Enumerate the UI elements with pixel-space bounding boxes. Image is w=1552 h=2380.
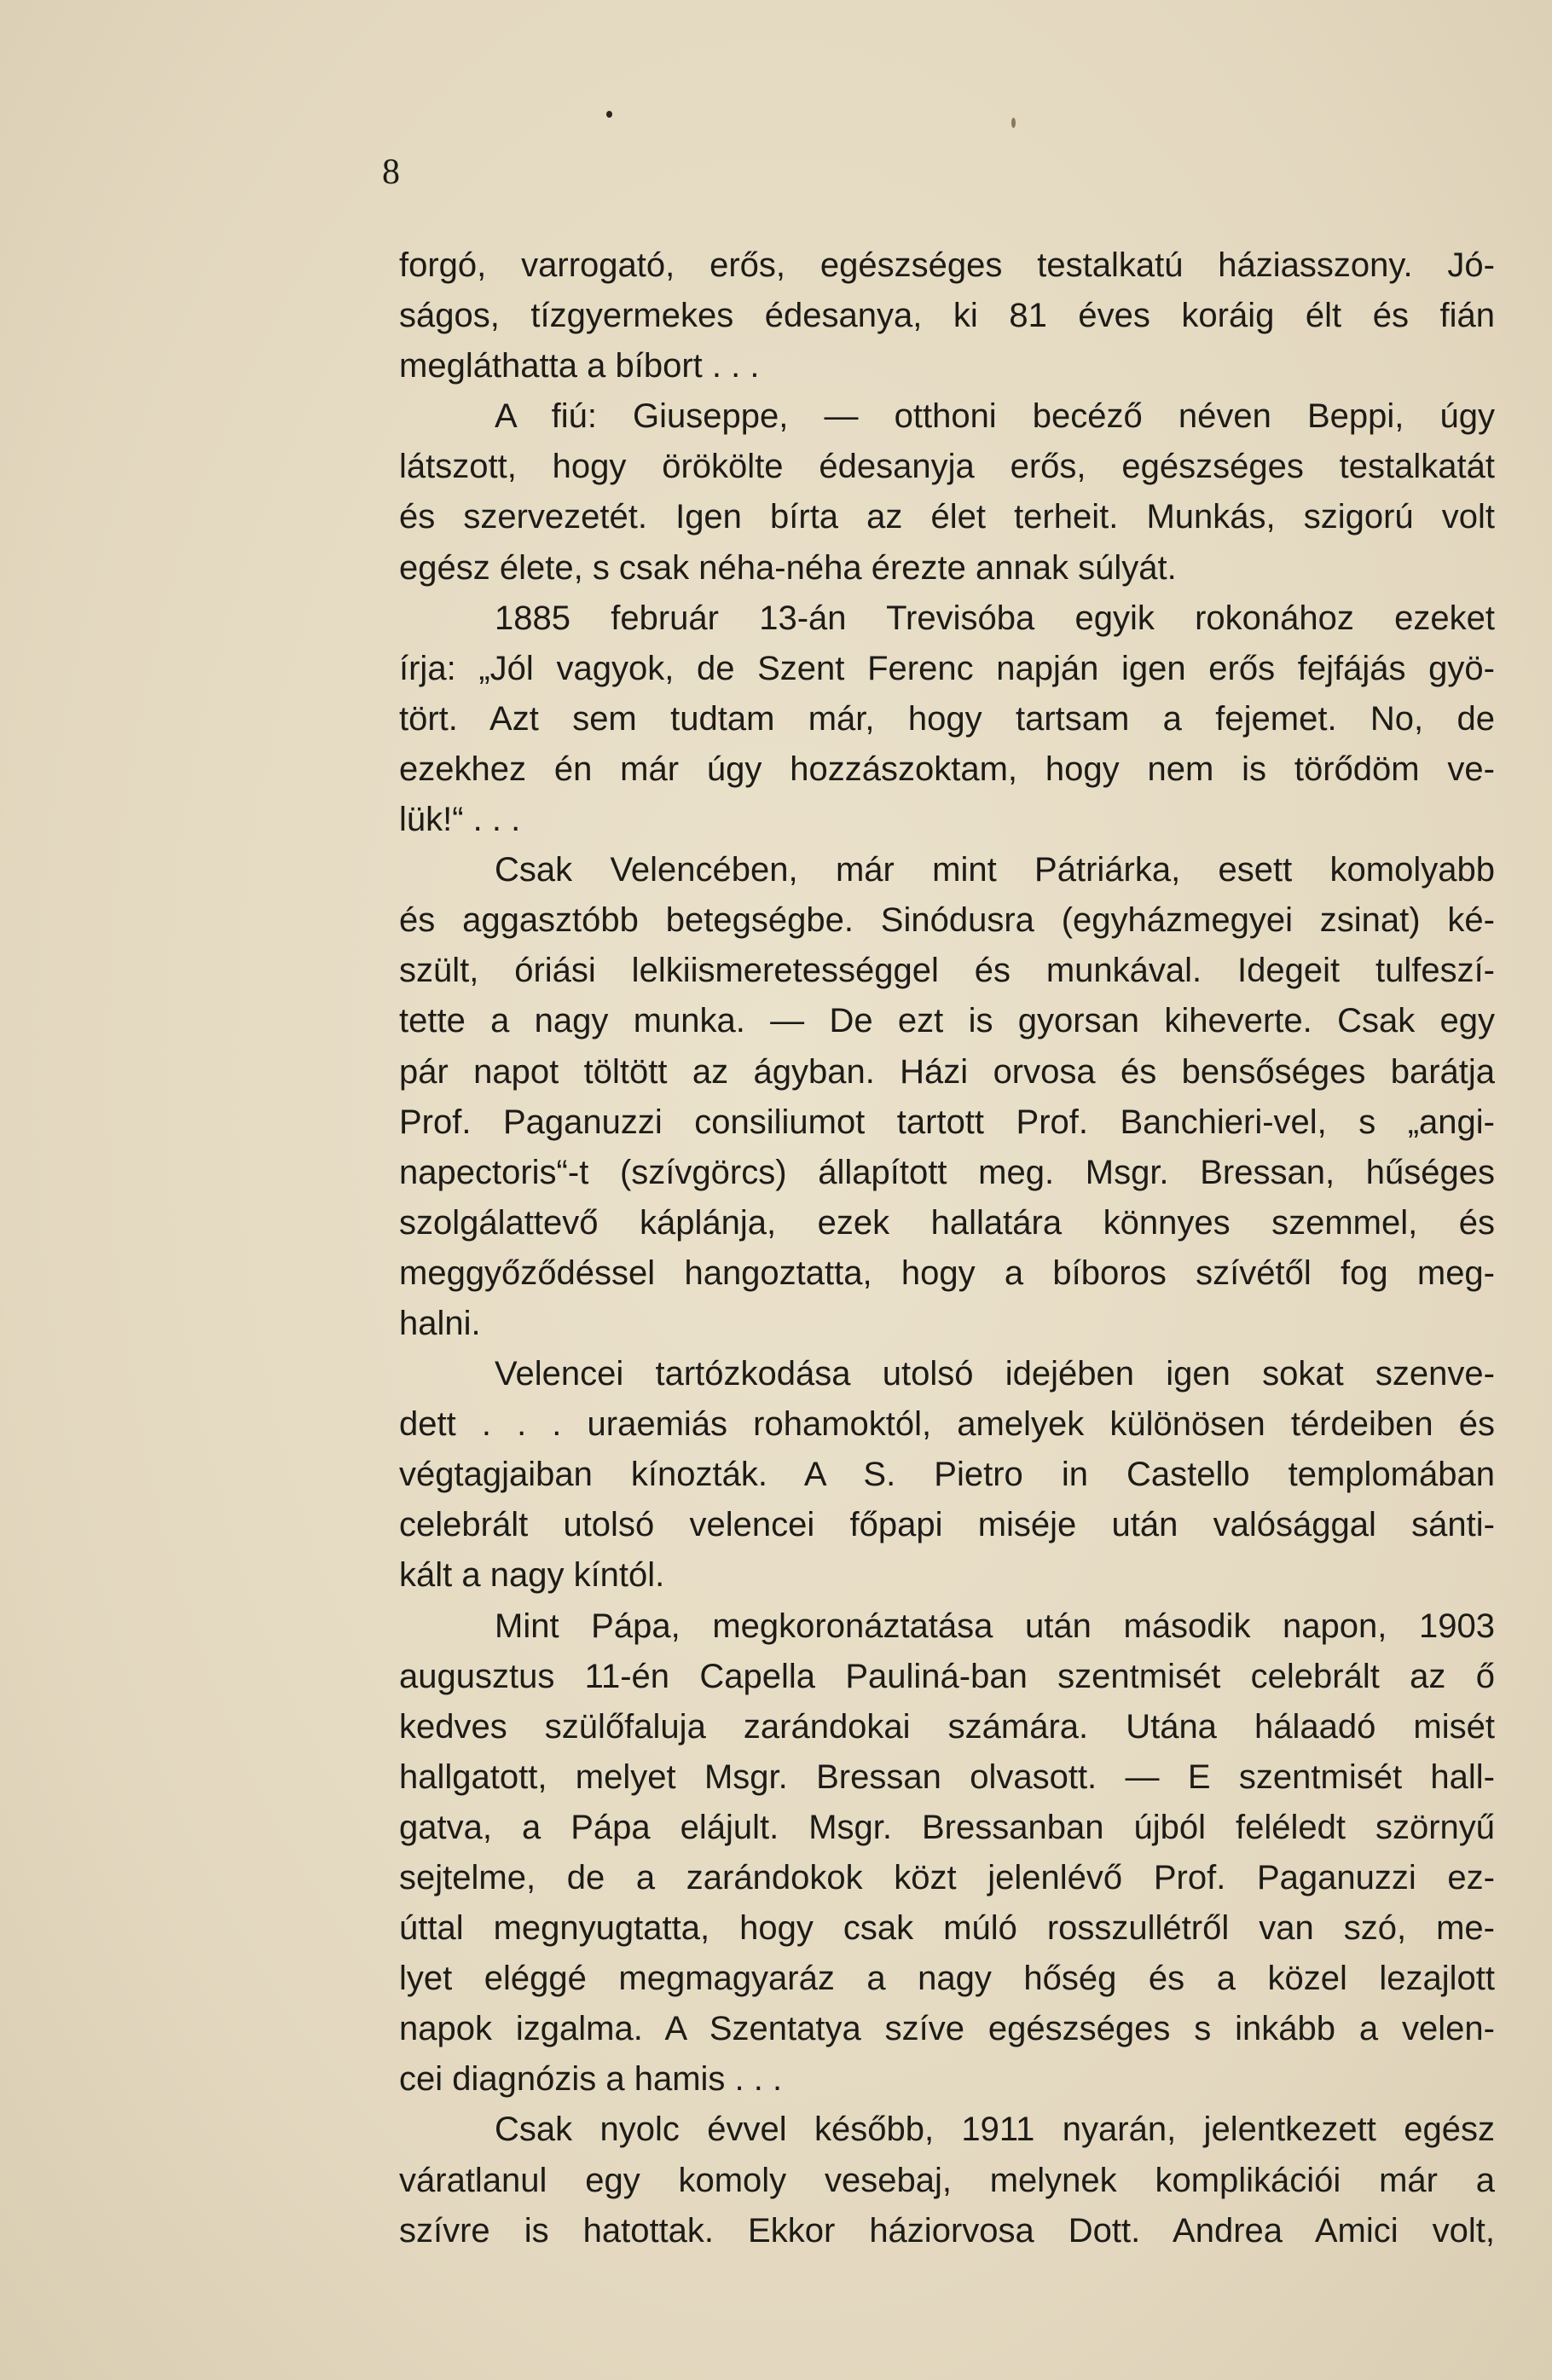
text-line: látszott, hogy örökölte édesanyja erős, egészséges testalkatát [399,448,1495,486]
text-line: celebrált utolsó velencei főpapi miséje után valósággal sánti- [399,1506,1495,1544]
text-line: szívre is hatottak. Ekkor háziorvosa Dott. Andrea Amici volt, [399,2211,1495,2250]
text-line: gatva, a Pápa elájult. Msgr. Bressanban újból feléledt szörnyű [399,1808,1495,1846]
text-line: lük!“ . . . [399,801,521,839]
text-line: tört. Azt sem tudtam már, hogy tartsam a fejemet. No, de [399,699,1495,738]
text-line: napectoris“-t (szívgörcs) állapított meg. Msgr. Bressan, hűséges [399,1153,1495,1191]
text-line: A fiú: Giuseppe, — otthoni becéző néven Beppi, úgy [495,397,1495,436]
text-line: végtagjaiban kínozták. A S. Pietro in Castello templomában [399,1456,1495,1494]
text-line: megláthatta a bíbort . . . [399,347,760,385]
text-line: írja: „Jól vagyok, de Szent Ferenc napján igen erős fejfájás gyö- [399,649,1495,687]
text-line: kált a nagy kíntól. [399,1556,665,1595]
text-line: ezekhez én már úgy hozzászoktam, hogy nem is törődöm ve- [399,750,1495,788]
text-line: meggyőződéssel hangoztatta, hogy a bíboros szívétől fog meg- [399,1254,1495,1292]
text-line: és szervezetét. Igen bírta az élet terheit. Munkás, szigorú volt [399,498,1495,536]
text-line: egész élete, s csak néha-néha érezte annak súlyát. [399,548,1177,587]
text-line: dett . . . uraemiás rohamoktól, amelyek különösen térdeiben és [399,1405,1495,1444]
text-line: pár napot töltött az ágyban. Házi orvosa és bensőséges barátja [399,1052,1495,1091]
text-line: halni. [399,1304,481,1342]
page-number: 8 [382,153,400,192]
text-line: 1885 február 13-án Trevisóba egyik rokonához ezeket [495,599,1495,637]
text-line: hallgatott, melyet Msgr. Bressan olvasott. — E szentmisét hall- [399,1757,1495,1796]
text-line: váratlanul egy komoly vesebaj, melynek komplikációi már a [399,2161,1495,2199]
text-line: Csak nyolc évvel később, 1911 nyarán, jelentkezett egész [495,2111,1495,2149]
ink-speck [606,111,612,118]
body-text [399,240,1495,2256]
text-line: és aggasztóbb betegségbe. Sinódusra (egyházmegyei zsinat) ké- [399,901,1495,940]
ink-speck [1011,118,1016,128]
text-line: úttal megnyugtatta, hogy csak múló rosszullétről van szó, me- [399,1909,1495,1948]
text-line: lyet eléggé megmagyaráz a nagy hőség és a közel lezajlott [399,1960,1495,1998]
text-line: Prof. Paganuzzi consiliumot tartott Prof. Banchieri-vel, s „angi- [399,1103,1495,1141]
text-line: sejtelme, de a zarándokok közt jelenlévő Prof. Paganuzzi ez- [399,1859,1495,1896]
text-line: Mint Pápa, megkoronáztatása után második napon, 1903 [495,1607,1495,1645]
text-line: napok izgalma. A Szentatya szíve egészséges s inkább a velen- [399,2010,1495,2048]
text-line: szült, óriási lelkiismeretességgel és munkával. Idegeit tulfeszí- [399,952,1495,990]
text-line: tette a nagy munka. — De ezt is gyorsan kiheverte. Csak egy [399,1002,1495,1040]
text-line: cei diagnózis a hamis . . . [399,2060,783,2099]
text-line: szolgálattevő káplánja, ezek hallatára könnyes szemmel, és [399,1203,1495,1242]
text-line: forgó, varrogató, erős, egészséges testalkatú háziasszony. Jó- [399,246,1495,284]
text-line: kedves szülőfaluja zarándokai számára. Utána hálaadó misét [399,1707,1495,1746]
text-line: ságos, tízgyermekes édesanya, ki 81 éves koráig élt és fián [399,297,1495,335]
text-line: augusztus 11-én Capella Pauliná-ban szentmisét celebrált az ő [399,1657,1495,1695]
text-line: Csak Velencében, már mint Pátriárka, esett komolyabb [495,851,1495,889]
text-line: Velencei tartózkodása utolsó idejében igen sokat szenve- [495,1355,1495,1393]
